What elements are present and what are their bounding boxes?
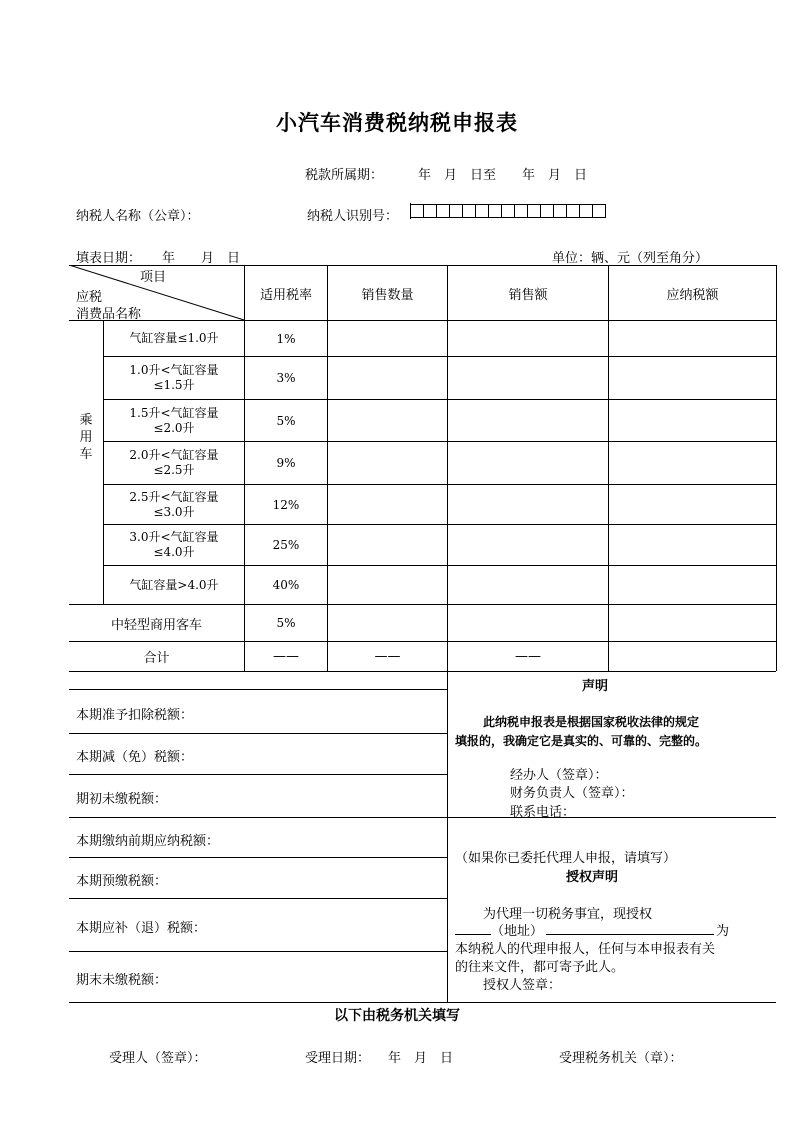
period-value: 年 月 日至 年 月 日 xyxy=(418,168,588,183)
agent-name-blank[interactable] xyxy=(455,920,491,935)
left-item-deductible: 本期准予扣除税额： xyxy=(76,708,194,723)
tax-row-name-line-1: 气缸容量≤1.0升 xyxy=(129,331,219,345)
tax-row-name xyxy=(104,357,244,399)
left-item-reduced: 本期减（免）税额： xyxy=(76,750,194,765)
tax-row-rate: 5% xyxy=(276,413,296,428)
total-row-name: 合计 xyxy=(143,651,170,666)
tax-row-name xyxy=(104,321,244,356)
taxpayer-id-digit-box[interactable] xyxy=(554,204,567,218)
header-quantity: 销售数量 xyxy=(361,287,414,303)
group-label-passenger-car: 乘用车 xyxy=(79,413,93,462)
agent-address-blank[interactable] xyxy=(546,920,714,935)
taxpayer-id-digit-box[interactable] xyxy=(515,204,528,218)
commercial-row-name: 中轻型商用客车 xyxy=(110,617,202,633)
taxpayer-id-digit-box[interactable] xyxy=(463,204,476,218)
left-item-prior-payment: 本期缴纳前期应纳税额： xyxy=(76,834,220,849)
declaration-text-1: 此纳税申报表是根据国家税收法律的规定 xyxy=(483,715,700,729)
tax-row-rate: 9% xyxy=(276,456,296,470)
declaration-finance: 财务负责人（签章）： xyxy=(510,786,634,801)
tax-row-name xyxy=(104,566,244,604)
left-item-supplement: 本期应补（退）税额： xyxy=(76,921,207,936)
footer-receiver: 受理人（签章）： xyxy=(109,1051,207,1066)
taxpayer-id-digit-box[interactable] xyxy=(541,204,554,218)
authorization-title: 授权声明 xyxy=(566,870,619,885)
left-item-opening-unpaid: 期初未缴税额： xyxy=(76,792,168,807)
tax-row-rate: 1% xyxy=(276,331,296,346)
header-rate: 适用税率 xyxy=(259,287,312,303)
authorization-line-2-end: 为 xyxy=(716,924,730,939)
footer-receive-date-label: 受理日期： xyxy=(305,1051,371,1066)
header-sales: 销售额 xyxy=(508,287,548,303)
taxpayer-id-digit-box[interactable] xyxy=(489,204,502,218)
tax-row-name xyxy=(104,400,244,441)
fill-date-value: 年 月 日 xyxy=(162,251,241,266)
tax-row-rate: 12% xyxy=(272,497,300,512)
header-tax-due: 应纳税额 xyxy=(666,287,719,303)
tax-row-name xyxy=(104,442,244,484)
tax-row-name-line-2: ≤1.5升 xyxy=(153,378,195,392)
commercial-row-rate: 5% xyxy=(276,616,296,630)
declaration-handler: 经办人（签章）： xyxy=(510,768,608,783)
footer-office: 受理税务机关（章）： xyxy=(559,1051,683,1066)
taxpayer-id-digit-box[interactable] xyxy=(424,204,437,218)
tax-row-name-line-2: ≤4.0升 xyxy=(153,545,195,559)
taxpayer-name-label: 纳税人名称（公章）： xyxy=(76,209,200,224)
total-row-sales: —— xyxy=(515,649,541,664)
taxpayer-id-digit-box[interactable] xyxy=(502,204,515,218)
tax-row-rate: 3% xyxy=(276,371,296,385)
form-title: 小汽车消费税纳税申报表 xyxy=(276,111,518,135)
tax-row-name-line-1: 2.5升<气缸容量 xyxy=(129,489,219,504)
period-label: 税款所属期： xyxy=(305,168,384,183)
taxpayer-id-boxes[interactable] xyxy=(410,203,606,219)
taxpayer-id-digit-box[interactable] xyxy=(411,204,424,218)
tax-row-name-line-2: ≤2.0升 xyxy=(153,420,195,435)
authorization-signer: 授权人签章： xyxy=(483,978,562,993)
tax-row-name-line-2: ≤3.0升 xyxy=(153,504,195,519)
tax-row-name-line-2: ≤2.5升 xyxy=(153,463,195,477)
tax-row-name xyxy=(104,485,244,524)
taxpayer-id-digit-box[interactable] xyxy=(528,204,541,218)
tax-row-rate: 40% xyxy=(272,578,300,592)
taxpayer-id-digit-box[interactable] xyxy=(450,204,463,218)
taxpayer-id-digit-box[interactable] xyxy=(593,204,606,218)
tax-row-name xyxy=(104,525,244,565)
tax-row-name-line-1: 2.0升<气缸容量 xyxy=(129,448,219,462)
tax-row-rate: 25% xyxy=(272,538,300,552)
tax-row-name-line-1: 1.5升<气缸容量 xyxy=(129,405,219,420)
taxpayer-id-digit-box[interactable] xyxy=(580,204,593,218)
taxpayer-id-digit-box[interactable] xyxy=(476,204,489,218)
declaration-text-2: 填报的，我确定它是真实的、可靠的、完整的。 xyxy=(455,734,708,748)
tax-row-name-line-1: 3.0升<气缸容量 xyxy=(129,530,219,544)
tax-row-name-line-1: 气缸容量>4.0升 xyxy=(129,577,219,592)
authorization-line-2-mid: （地址） xyxy=(491,924,544,939)
declaration-phone: 联系电话： xyxy=(510,805,576,820)
taxpayer-id-digit-box[interactable] xyxy=(437,204,450,218)
footer-receive-date-value: 年 月 日 xyxy=(388,1051,454,1066)
fill-date-label: 填表日期： xyxy=(76,251,142,266)
left-item-prepaid: 本期预缴税额： xyxy=(76,874,168,889)
left-item-closing-unpaid: 期末未缴税额： xyxy=(76,973,168,988)
authorization-line-1: 为代理一切税务事宜，现授权 xyxy=(483,907,653,922)
header-tax-line: 应税 xyxy=(76,290,103,305)
taxpayer-id-label: 纳税人识别号： xyxy=(307,209,399,224)
authorization-note: （如果你已委托代理人申报，请填写） xyxy=(455,851,677,866)
tax-row-name-line-1: 1.0升<气缸容量 xyxy=(129,363,219,377)
total-row-rate: —— xyxy=(273,649,299,664)
header-item: 项目 xyxy=(140,270,167,285)
authorization-line-3: 本纳税人的代理申报人，任何与本申报表有关 xyxy=(455,942,716,957)
unit-label: 单位：辆、元（列至角分） xyxy=(552,251,709,266)
header-goods-name: 消费品名称 xyxy=(76,307,142,322)
tax-office-section-title: 以下由税务机关填写 xyxy=(334,1008,460,1024)
declaration-title: 声明 xyxy=(582,679,609,694)
taxpayer-id-digit-box[interactable] xyxy=(567,204,580,218)
authorization-line-4: 的往来文件，都可寄予此人。 xyxy=(455,960,625,975)
total-row-quantity: —— xyxy=(374,649,401,664)
